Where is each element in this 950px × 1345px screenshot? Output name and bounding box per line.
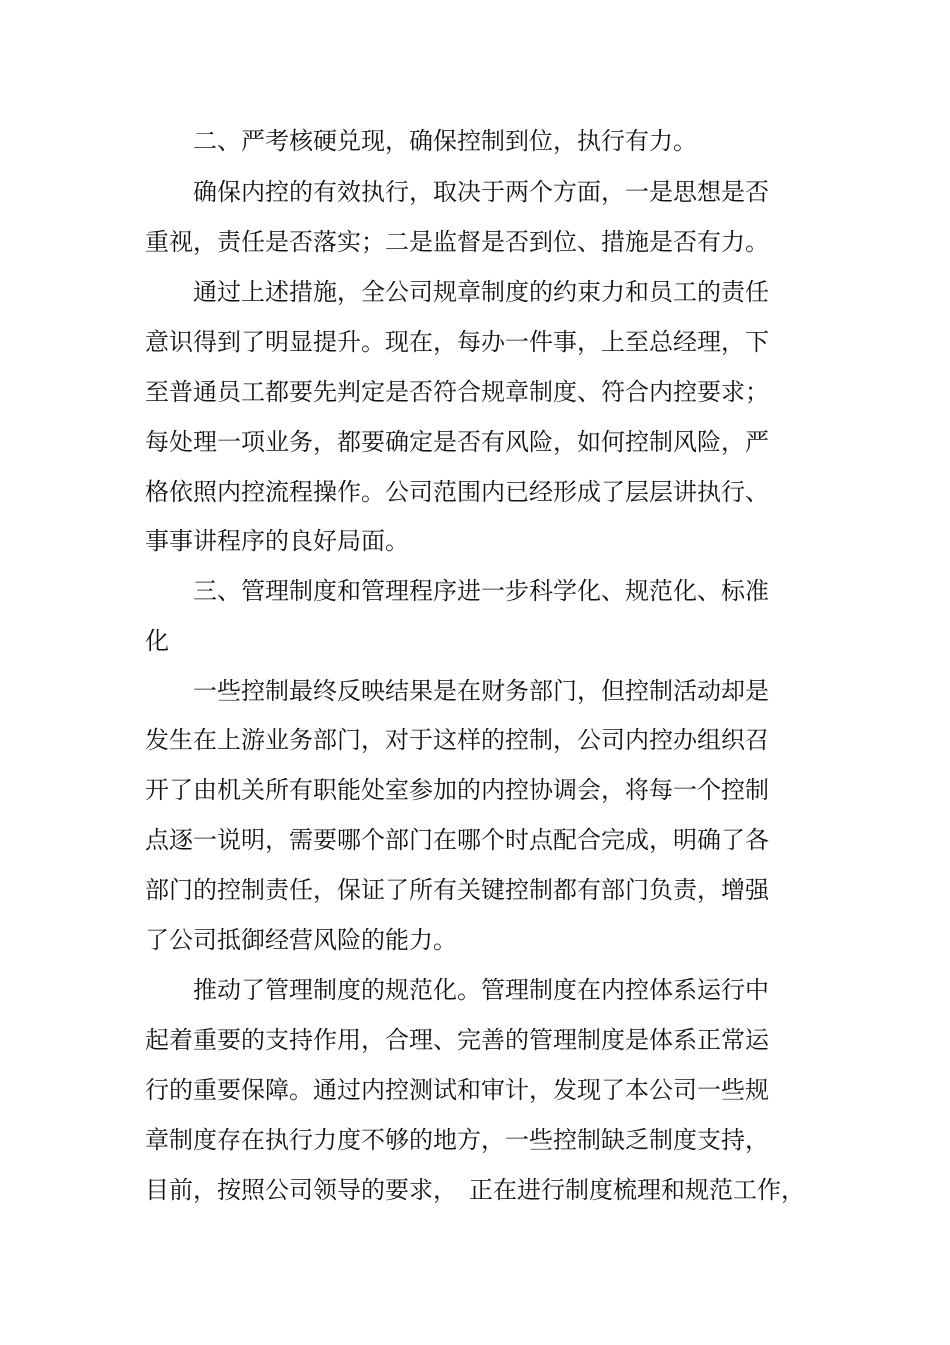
text-line: 格依照内控流程操作。公司范围内已经形成了层层讲执行、: [145, 478, 769, 506]
text-line: 部门的控制责任，保证了所有关键控制都有部门负责，增强: [145, 876, 769, 904]
text-line: 目前，按照公司领导的要求， 正在进行制度梳理和规范工作，: [145, 1176, 805, 1204]
text-line: 了公司抵御经营风险的能力。: [145, 926, 457, 954]
text-line: 起着重要的支持作用，合理、完善的管理制度是体系正常运: [145, 1026, 769, 1054]
text-line: 事事讲程序的良好局面。: [145, 527, 409, 555]
text-line: 三、管理制度和管理程序进一步科学化、规范化、标准: [193, 577, 769, 605]
text-line: 开了由机关所有职能处室参加的内控协调会，将每一个控制: [145, 776, 769, 804]
text-line: 意识得到了明显提升。现在，每办一件事，上至总经理，下: [145, 328, 769, 356]
text-line: 章制度存在执行力度不够的地方，一些控制缺乏制度支持，: [145, 1126, 769, 1154]
text-line: 二、严考核硬兑现，确保控制到位，执行有力。: [193, 127, 697, 155]
text-line: 确保内控的有效执行，取决于两个方面，一是思想是否: [193, 178, 769, 206]
text-line: 推动了管理制度的规范化。管理制度在内控体系运行中: [193, 976, 769, 1004]
text-line: 行的重要保障。通过内控测试和审计，发现了本公司一些规: [145, 1076, 769, 1104]
text-line: 每处理一项业务，都要确定是否有风险，如何控制风险，严: [145, 428, 769, 456]
text-line: 通过上述措施，全公司规章制度的约束力和员工的责任: [193, 278, 769, 306]
text-line: 重视，责任是否落实；二是监督是否到位、措施是否有力。: [145, 228, 769, 256]
text-line: 一些控制最终反映结果是在财务部门，但控制活动却是: [193, 677, 769, 705]
text-line: 点逐一说明，需要哪个部门在哪个时点配合完成，明确了各: [145, 826, 769, 854]
text-line: 至普通员工都要先判定是否符合规章制度、符合内控要求；: [145, 378, 769, 406]
text-line: 发生在上游业务部门，对于这样的控制，公司内控办组织召: [145, 726, 769, 754]
text-line: 化: [145, 627, 169, 655]
